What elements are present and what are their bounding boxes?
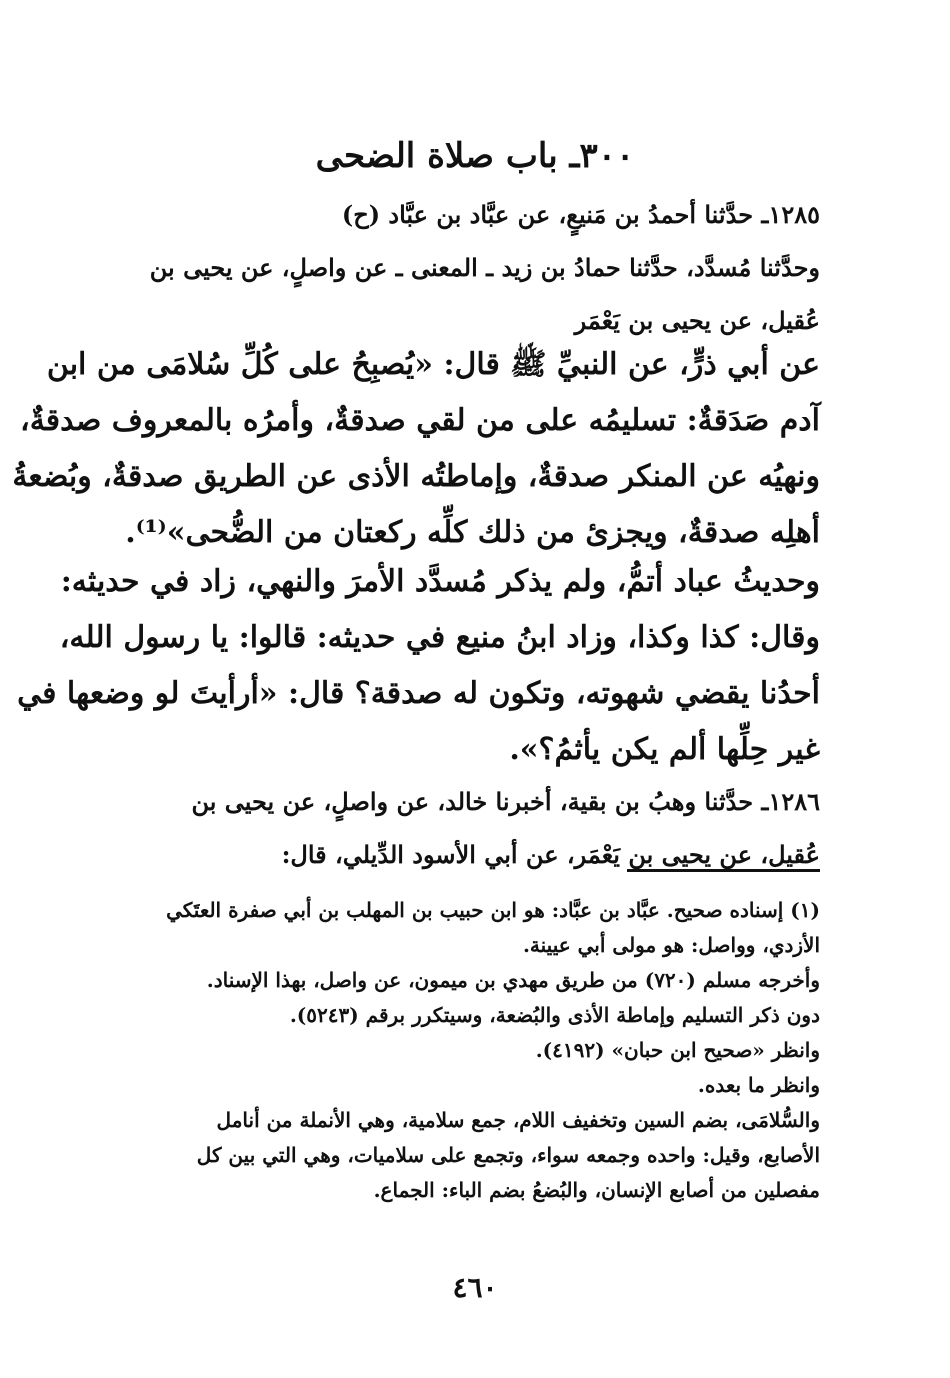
isnad-line: عُقيل، عن يحيى بن يَعْمَر	[574, 306, 820, 335]
footnote-line: الأزدي، وواصل: هو مولى أبي عيينة.	[522, 933, 820, 957]
commentary-line: وقال: كذا وكذا، وزاد ابنُ منيع في حديثه: قالوا: يا رسول الله،	[59, 620, 820, 655]
footnote-line: وانظر ما بعده.	[697, 1073, 820, 1097]
footnote-line: وأخرجه مسلم (٧٢٠) من طريق مهدي بن ميمون، عن واصل، بهذا الإسناد.	[206, 968, 820, 992]
footnotes	[108, 893, 820, 1208]
footnote-line: مفصلين من أصابع الإنسان، والبُضعُ بضم الباء: الجماع.	[373, 1178, 820, 1202]
commentary-line: وحديثُ عباد أتمُّ، ولم يذكر مُسدَّد الأمرَ والنهي، زاد في حديثه:	[60, 564, 820, 599]
hadith-1286	[108, 775, 820, 881]
hadith-1285-isnad	[108, 188, 820, 347]
matn-line: آدم صَدَقةٌ: تسليمُه على من لقي صدقةٌ، وأمرُه بالمعروف صدقةٌ،	[20, 403, 820, 438]
matn-line: أهلِه صدقةٌ، ويجزئ من ذلك كلِّه ركعتان من الضُّحى»⁽¹⁾.	[125, 515, 820, 550]
matn-line: ونهيُه عن المنكر صدقةٌ، وإماطتُه الأذى عن الطريق صدقةٌ، وبُضعةُ	[12, 459, 820, 494]
isnad-line: عُقيل، عن يحيى بن يَعْمَر، عن أبي الأسود الدِّيلي، قال:	[281, 840, 820, 869]
hadith-1285-commentary	[17, 554, 820, 778]
footnote-line: الأصابع، وقيل: واحده وجمعه سواء، وتجمع على سلاميات، وهي التي بين كل	[196, 1143, 820, 1167]
footnote-line: (١) إسناده صحيح. عبَّاد بن عبَّاد: هو ابن حبيب بن المهلب بن أبي صفرة العتَكي	[166, 898, 820, 922]
commentary-line: أحدُنا يقضي شهوته، وتكون له صدقة؟ قال: «أرأيتَ لو وضعها في	[17, 676, 820, 711]
chapter-heading: ٣٠٠ـ باب صلاة الضحى	[315, 136, 635, 176]
isnad-line: ١٢٨٥ـ حدَّثنا أحمدُ بن مَنيعٍ، عن عبَّاد بن عبَّاد (ح)	[341, 200, 820, 229]
footnote-line: وانظر «صحيح ابن حبان» (٤١٩٢).	[535, 1038, 820, 1062]
isnad-line: وحدَّثنا مُسدَّد، حدَّثنا حمادُ بن زيد ـ المعنى ـ عن واصلٍ، عن يحيى بن	[149, 253, 820, 282]
page-number: ٤٦٠	[452, 1271, 498, 1304]
isnad-line: ١٢٨٦ـ حدَّثنا وهبُ بن بقية، أخبرنا خالد، عن واصلٍ، عن يحيى بن	[191, 787, 820, 816]
hadith-1285-matn	[12, 337, 820, 561]
footnote-divider	[627, 869, 820, 872]
footnote-line: والسُّلامَى، بضم السين وتخفيف اللام، جمع سلامية، وهي الأنملة من أنامل	[216, 1108, 820, 1132]
footnote-line: دون ذكر التسليم وإماطة الأذى والبُضعة، وسيتكرر برقم (٥٢٤٣).	[289, 1003, 820, 1027]
matn-line: عن أبي ذرٍّ، عن النبيِّ ﷺ قال: «يُصبِحُ على كُلِّ سُلامَى من ابن	[46, 347, 820, 382]
commentary-line: غير حِلِّها ألم يكن يأثمُ؟».	[509, 732, 820, 767]
